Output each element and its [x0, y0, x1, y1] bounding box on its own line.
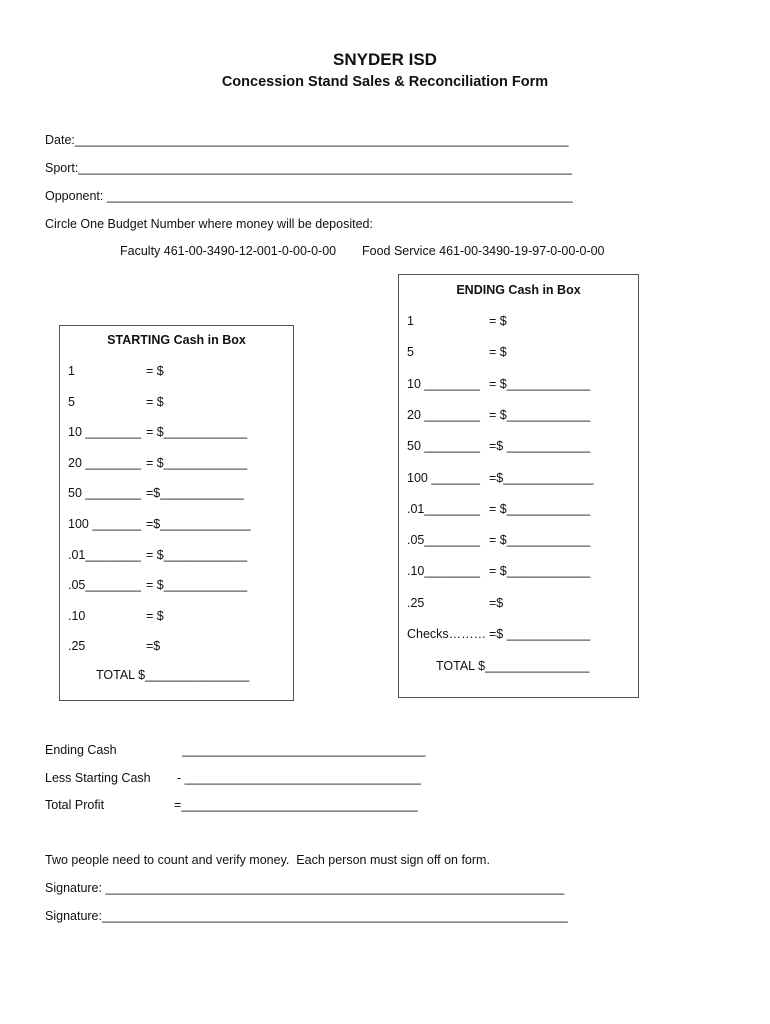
amount-field[interactable]: =$_____________ — [146, 517, 251, 531]
amount-field[interactable]: = $____________ — [489, 501, 591, 516]
less-starting-line[interactable]: - __________________________________ — [177, 771, 422, 785]
faculty-budget-option[interactable]: Faculty 461-00-3490-12-001-0-00-0-00 — [120, 244, 337, 258]
denomination-label[interactable]: 50 ________ — [407, 439, 480, 454]
amount-field[interactable]: =$ — [146, 639, 161, 654]
cash-row — [68, 578, 288, 594]
denomination-label[interactable]: .10 — [68, 608, 86, 623]
cash-row — [68, 456, 288, 472]
amount-field[interactable]: = $ — [146, 364, 164, 378]
cash-row — [68, 639, 288, 655]
total-profit-label: Total Profit — [45, 798, 105, 812]
cash-row — [68, 395, 288, 411]
amount-field[interactable]: =$____________ — [146, 486, 244, 501]
date-field[interactable]: Date:_______________________________________________________________________ — [45, 133, 569, 147]
ending-cash-box — [398, 274, 639, 698]
denomination-label[interactable]: 1 — [407, 314, 414, 328]
sport-field[interactable]: Sport:_______________________________________________________________________ — [45, 161, 572, 175]
denomination-label[interactable]: 10 ________ — [407, 376, 480, 391]
ending-cash-line[interactable]: ___________________________________ — [182, 743, 426, 757]
denomination-label[interactable]: 10 ________ — [68, 425, 141, 440]
opponent-field[interactable]: Opponent: ___________________________________________________________________ — [45, 189, 573, 203]
cash-row — [68, 425, 288, 441]
cash-row — [407, 314, 627, 330]
cash-row — [407, 502, 627, 518]
amount-field[interactable]: = $ — [489, 314, 507, 328]
ending-total[interactable]: TOTAL $_______________ — [436, 659, 590, 673]
cash-row — [407, 439, 627, 455]
amount-field[interactable]: = $ — [146, 608, 164, 623]
cash-row — [68, 364, 288, 380]
denomination-label[interactable]: .25 — [68, 639, 86, 654]
starting-box-title: STARTING Cash in Box — [107, 333, 246, 347]
cash-row — [407, 533, 627, 549]
amount-field[interactable]: = $____________ — [489, 407, 591, 422]
denomination-label[interactable]: 20 ________ — [407, 407, 480, 422]
cash-row — [407, 596, 627, 612]
amount-field[interactable]: = $____________ — [146, 425, 248, 440]
cash-row — [68, 548, 288, 564]
denomination-label[interactable]: 5 — [68, 394, 75, 409]
amount-field[interactable]: =$ ____________ — [489, 439, 591, 454]
starting-total[interactable]: TOTAL $_______________ — [96, 668, 250, 682]
denomination-label[interactable]: .05________ — [68, 578, 141, 593]
denomination-label[interactable]: 20 ________ — [68, 455, 141, 470]
amount-field[interactable]: = $____________ — [146, 455, 248, 470]
amount-field[interactable]: = $ — [146, 394, 164, 409]
cash-row — [407, 471, 627, 487]
denomination-label[interactable]: 100 _______ — [68, 517, 141, 531]
ending-cash-label: Ending Cash — [45, 743, 117, 757]
cash-row — [68, 609, 288, 625]
amount-field[interactable]: =$ — [489, 595, 504, 610]
denomination-label[interactable]: 5 — [407, 345, 414, 360]
denomination-label[interactable]: .25 — [407, 595, 425, 610]
amount-field[interactable]: = $____________ — [146, 547, 248, 562]
amount-field[interactable]: = $____________ — [489, 564, 591, 579]
food-service-budget-option[interactable]: Food Service 461-00-3490-19-97-0-00-0-00 — [362, 244, 605, 258]
denomination-label[interactable]: .10________ — [407, 564, 480, 579]
denomination-label[interactable]: 1 — [68, 364, 75, 378]
amount-field[interactable]: = $____________ — [489, 376, 591, 391]
denomination-label[interactable]: .01________ — [407, 501, 480, 516]
denomination-label[interactable]: .01________ — [68, 547, 141, 562]
less-starting-label: Less Starting Cash — [45, 771, 151, 785]
denomination-label[interactable]: .05________ — [407, 533, 480, 548]
denomination-label[interactable]: 50 ________ — [68, 486, 141, 501]
verification-note: Two people need to count and verify money. Each person must sign off on form. — [45, 853, 490, 867]
budget-prompt: Circle One Budget Number where money will be deposited: — [45, 217, 373, 231]
signature-line-1[interactable]: Signature: __________________________________________________________________ — [45, 881, 565, 895]
denomination-label[interactable]: Checks……… — [407, 627, 487, 641]
denomination-label[interactable]: 100 _______ — [407, 470, 480, 485]
amount-field[interactable]: = $ — [489, 345, 507, 360]
signature-line-2[interactable]: Signature:___________________________________________________________________ — [45, 909, 568, 923]
starting-cash-box — [59, 325, 294, 701]
cash-row — [407, 627, 627, 643]
amount-field[interactable]: = $____________ — [489, 533, 591, 548]
amount-field[interactable]: =$ ____________ — [489, 627, 591, 641]
cash-row — [407, 345, 627, 361]
cash-row — [68, 517, 288, 533]
cash-row — [407, 564, 627, 580]
cash-row — [407, 377, 627, 393]
amount-field[interactable]: =$_____________ — [489, 470, 594, 485]
page-title: SNYDER ISD — [333, 50, 437, 69]
form-subtitle: Concession Stand Sales & Reconciliation Form — [221, 74, 549, 90]
total-profit-line[interactable]: =__________________________________ — [174, 798, 418, 812]
amount-field[interactable]: = $____________ — [146, 578, 248, 593]
ending-box-title: ENDING Cash in Box — [456, 283, 581, 297]
cash-row — [68, 486, 288, 502]
cash-row — [407, 408, 627, 424]
